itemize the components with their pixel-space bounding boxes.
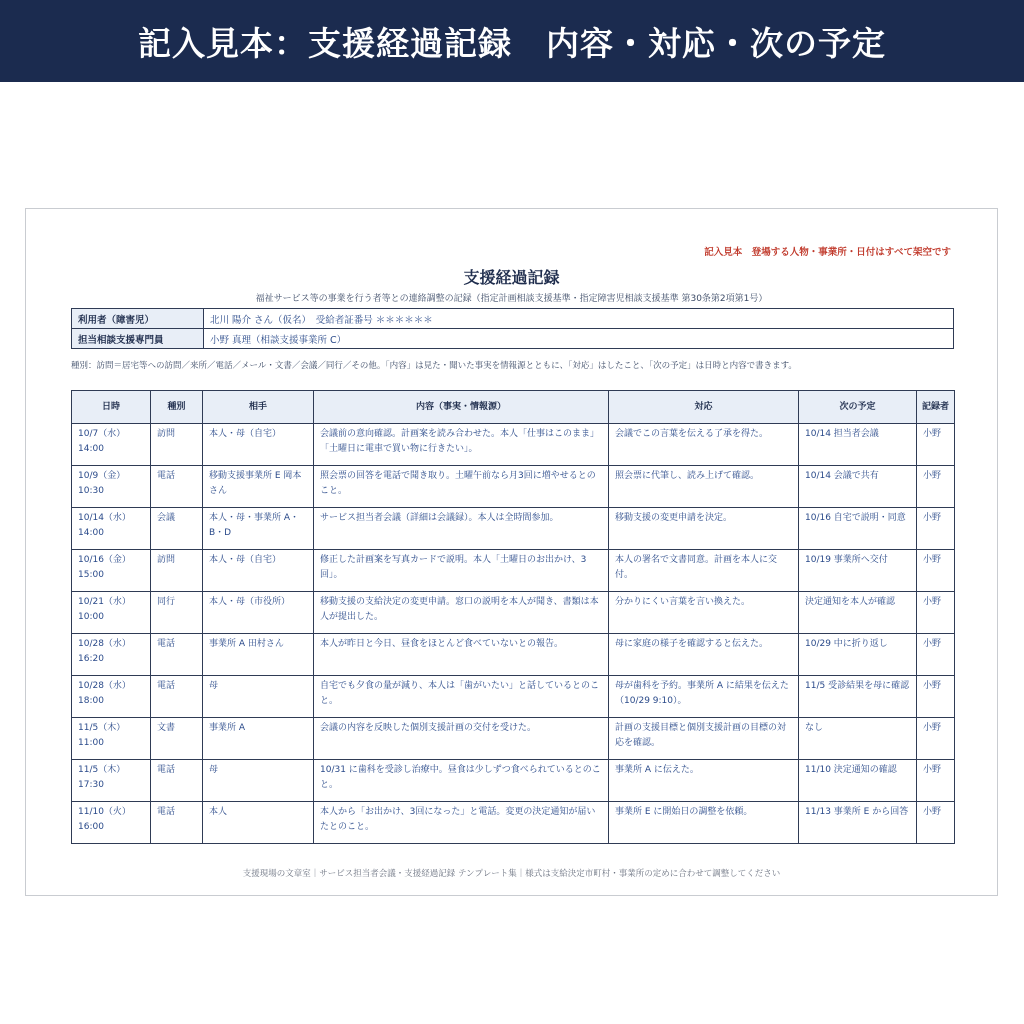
log-body: [72, 424, 955, 844]
header-recorder: 記録者: [917, 391, 955, 424]
cell-time: 14:00: [78, 443, 104, 454]
cell-party: 本人・母（自宅）: [203, 550, 314, 592]
cell-next: 10/16 自宅で説明・同意: [799, 508, 917, 550]
cell-datetime: [72, 550, 151, 592]
client-row: [72, 309, 954, 329]
header-datetime: 日時: [72, 391, 151, 424]
page-banner: [0, 0, 1024, 82]
cell-date: 10/28（水）: [78, 681, 131, 691]
cell-action: 母に家庭の様子を確認すると伝えた。: [609, 634, 799, 676]
cell-recorder: 小野: [917, 718, 955, 760]
cell-recorder: 小野: [917, 466, 955, 508]
cell-time: 10:30: [78, 485, 104, 496]
cell-content: 会議前の意向確認。計画案を読み合わせた。本人「仕事はこのまま」「土曜日に電車で買い物に行きたい」。: [314, 424, 609, 466]
sample-note: 記入見本 登場する人物・事業所・日付はすべて架空です: [704, 247, 951, 258]
cell-action: 事業所 A に伝えた。: [609, 760, 799, 802]
cell-recorder: 小野: [917, 592, 955, 634]
cell-content: 修正した計画案を写真カードで説明。本人「土曜日のお出かけ、3回」。: [314, 550, 609, 592]
cell-datetime: [72, 676, 151, 718]
staff-value: 小野 真理（相談支援事業所 C）: [204, 329, 954, 349]
header-row: [72, 391, 955, 424]
cell-content: 本人が昨日と今日、昼食をほとんど食べていないとの報告。: [314, 634, 609, 676]
banner-title: 記入見本：支援経過記録 内容・対応・次の予定: [138, 23, 886, 63]
cell-next: 10/19 事業所へ交付: [799, 550, 917, 592]
client-value: 北川 陽介 さん（仮名） 受給者証番号 ＊＊＊＊＊＊: [204, 309, 954, 329]
cell-party: 本人・母（自宅）: [203, 424, 314, 466]
cell-recorder: 小野: [917, 550, 955, 592]
cell-time: 18:00: [78, 695, 104, 706]
cell-action: 照会票に代筆し、読み上げて確認。: [609, 466, 799, 508]
footer-note: 支援現場の文章室｜サービス担当者会議・支援経過記録 テンプレート集｜様式は支給決定市町村・事業所の定めに合わせて調整してください: [242, 869, 781, 879]
cell-party: 移動支援事業所 E 岡本さん: [203, 466, 314, 508]
cell-recorder: 小野: [917, 760, 955, 802]
cell-action: 事業所 E に開始日の調整を依頼。: [609, 802, 799, 844]
table-row: [72, 550, 955, 592]
cell-recorder: 小野: [917, 424, 955, 466]
cell-date: 11/5（木）: [78, 765, 126, 775]
document-title: 支援経過記録: [463, 268, 560, 287]
cell-kind: 会議: [151, 508, 203, 550]
cell-kind: 文書: [151, 718, 203, 760]
staff-label: 担当相談支援専門員: [72, 329, 204, 349]
cell-recorder: 小野: [917, 508, 955, 550]
client-info-table: [71, 308, 954, 349]
cell-time: 14:00: [78, 527, 104, 538]
header-kind: 種別: [151, 391, 203, 424]
cell-datetime: [72, 634, 151, 676]
cell-date: 10/21（水）: [78, 597, 131, 607]
cell-action: 母が歯科を予約。事業所 A に結果を伝えた（10/29 9:10）。: [609, 676, 799, 718]
cell-kind: 電話: [151, 802, 203, 844]
cell-party: 事業所 A 田村さん: [203, 634, 314, 676]
cell-datetime: [72, 508, 151, 550]
staff-row: [72, 329, 954, 349]
cell-date: 11/10（火）: [78, 807, 131, 817]
cell-kind: 電話: [151, 676, 203, 718]
cell-date: 11/5（木）: [78, 723, 126, 733]
cell-date: 10/7（水）: [78, 429, 126, 439]
cell-party: 母: [203, 760, 314, 802]
cell-time: 17:30: [78, 779, 104, 790]
header-next: 次の予定: [799, 391, 917, 424]
table-row: [72, 802, 955, 844]
document-subtitle: 福祉サービス等の事業を行う者等との連絡調整の記録（指定計画相談支援基準・指定障害児相談支援基準 第30条第2項第1号）: [255, 294, 768, 304]
header-party: 相手: [203, 391, 314, 424]
cell-party: 本人・母・事業所 A・B・D: [203, 508, 314, 550]
table-row: [72, 634, 955, 676]
cell-kind: 電話: [151, 466, 203, 508]
cell-time: 16:00: [78, 821, 104, 832]
cell-date: 10/14（水）: [78, 513, 131, 523]
cell-time: 11:00: [78, 737, 104, 748]
table-row: [72, 718, 955, 760]
cell-next: なし: [799, 718, 917, 760]
cell-content: 照会票の回答を電話で聞き取り。土曜午前なら月3回に増やせるとのこと。: [314, 466, 609, 508]
table-row: [72, 760, 955, 802]
cell-datetime: [72, 592, 151, 634]
kind-note: 種別：訪問＝居宅等への訪問／来所／電話／メール・文書／会議／同行／その他。「内容」は見た・聞いた事実を情報源とともに、「対応」はしたこと、「次の予定」は日時と内容で書きます。: [71, 361, 797, 371]
support-log-table: [71, 390, 955, 844]
cell-party: 本人: [203, 802, 314, 844]
cell-kind: 訪問: [151, 424, 203, 466]
cell-next: 10/29 中に折り返し: [799, 634, 917, 676]
cell-kind: 電話: [151, 634, 203, 676]
cell-date: 10/28（水）: [78, 639, 131, 649]
cell-action: 分かりにくい言葉を言い換えた。: [609, 592, 799, 634]
header-content: 内容（事実・情報源）: [314, 391, 609, 424]
cell-kind: 同行: [151, 592, 203, 634]
cell-next: 11/5 受診結果を母に確認: [799, 676, 917, 718]
cell-next: 10/14 会議で共有: [799, 466, 917, 508]
cell-action: 会議でこの言葉を伝える了承を得た。: [609, 424, 799, 466]
cell-content: 移動支援の支給決定の変更申請。窓口の説明を本人が聞き、書類は本人が提出した。: [314, 592, 609, 634]
cell-party: 母: [203, 676, 314, 718]
cell-recorder: 小野: [917, 634, 955, 676]
cell-content: 会議の内容を反映した個別支援計画の交付を受けた。: [314, 718, 609, 760]
cell-action: 移動支援の変更申請を決定。: [609, 508, 799, 550]
cell-time: 15:00: [78, 569, 104, 580]
table-row: [72, 424, 955, 466]
cell-recorder: 小野: [917, 802, 955, 844]
cell-content: 自宅でも夕食の量が減り、本人は「歯がいたい」と話しているとのこと。: [314, 676, 609, 718]
cell-datetime: [72, 424, 151, 466]
cell-recorder: 小野: [917, 676, 955, 718]
table-row: [72, 592, 955, 634]
cell-next: 決定通知を本人が確認: [799, 592, 917, 634]
cell-datetime: [72, 802, 151, 844]
cell-content: 10/31 に歯科を受診し治療中。昼食は少しずつ食べられているとのこと。: [314, 760, 609, 802]
cell-time: 10:00: [78, 611, 104, 622]
cell-date: 10/9（金）: [78, 471, 126, 481]
cell-content: 本人から「お出かけ、3回になった」と電話。変更の決定通知が届いたとのこと。: [314, 802, 609, 844]
cell-next: 11/13 事業所 E から回答: [799, 802, 917, 844]
cell-datetime: [72, 718, 151, 760]
table-row: [72, 508, 955, 550]
cell-kind: 電話: [151, 760, 203, 802]
table-row: [72, 676, 955, 718]
cell-date: 10/16（金）: [78, 555, 131, 565]
cell-party: 本人・母（市役所）: [203, 592, 314, 634]
cell-datetime: [72, 760, 151, 802]
header-action: 対応: [609, 391, 799, 424]
cell-time: 16:20: [78, 653, 104, 664]
client-label: 利用者（障害児）: [72, 309, 204, 329]
cell-party: 事業所 A: [203, 718, 314, 760]
cell-next: 11/10 決定通知の確認: [799, 760, 917, 802]
cell-datetime: [72, 466, 151, 508]
cell-action: 本人の署名で文書同意。計画を本人に交付。: [609, 550, 799, 592]
cell-kind: 訪問: [151, 550, 203, 592]
cell-content: サービス担当者会議（詳細は会議録）。本人は全時間参加。: [314, 508, 609, 550]
table-row: [72, 466, 955, 508]
record-sheet: [25, 208, 998, 896]
cell-action: 計画の支援目標と個別支援計画の目標の対応を確認。: [609, 718, 799, 760]
cell-next: 10/14 担当者会議: [799, 424, 917, 466]
